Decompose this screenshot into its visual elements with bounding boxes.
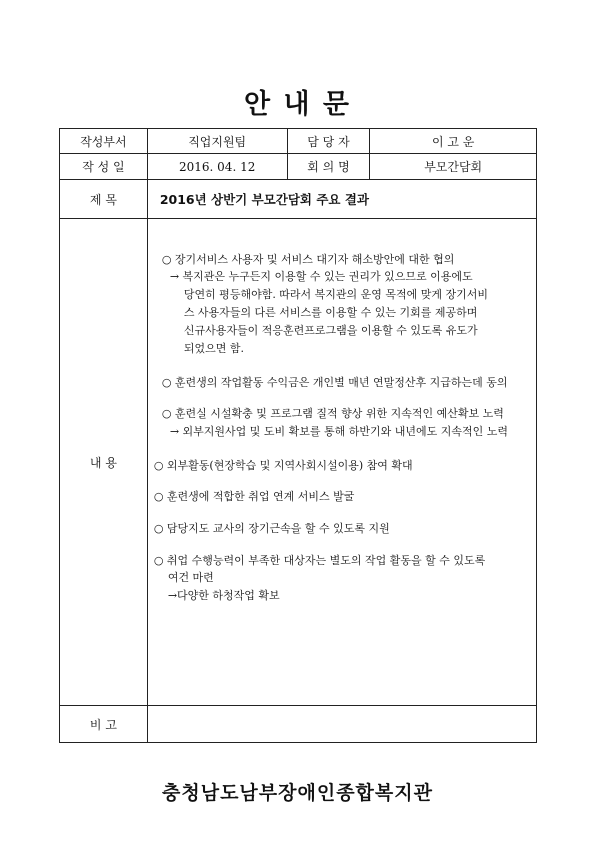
subject-value: 2016년 상반기 부모간담회 주요 결과 <box>147 180 536 219</box>
item-2: ○ 훈련생의 작업활동 수익금은 개인별 매년 연말정산후 지급하는데 동의 <box>161 376 508 389</box>
row-remarks <box>60 706 537 743</box>
content-body <box>148 219 536 705</box>
manager-label: 담 당 자 <box>287 129 370 154</box>
remarks-label: 비 고 <box>60 706 148 743</box>
item-5: ○ 훈련생에 적합한 취업 연계 서비스 발굴 <box>153 490 355 503</box>
notice-table <box>59 128 537 743</box>
row-subject <box>60 180 537 219</box>
item-1-sub-5: 되었으면 함. <box>183 342 244 355</box>
dept-label: 작성부서 <box>60 129 148 154</box>
organization-name: 충청남도남부장애인종합복지관 <box>162 782 433 804</box>
meeting-label: 회 의 명 <box>287 154 370 180</box>
content-label: 내 용 <box>60 219 148 706</box>
item-3-sub: → 외부지원사업 및 도비 확보를 통해 하반기와 내년에도 지속적인 노력 <box>169 425 509 438</box>
manager-value: 이 고 운 <box>370 129 537 154</box>
row-department <box>60 129 537 154</box>
subject-label: 제 목 <box>60 180 148 219</box>
item-1-sub-2: 당연히 평등해야함. 따라서 복지관의 운영 목적에 맞게 장기서비 <box>183 288 489 301</box>
item-3: ○ 훈련실 시설확충 및 프로그램 질적 향상 위한 지속적인 예산확보 노력 <box>161 407 504 420</box>
item-7-sub: →다양한 하청작업 확보 <box>167 589 280 602</box>
remarks-value <box>147 706 536 743</box>
dept-value: 직업지원팀 <box>147 129 287 154</box>
item-1: ○ 장기서비스 사용자 및 서비스 대기자 해소방안에 대한 협의 <box>161 253 455 266</box>
row-content <box>60 219 537 706</box>
item-1-sub-3: 스 사용자들의 다른 서비스를 이용할 수 있는 기회를 제공하며 <box>183 306 478 319</box>
item-4: ○ 외부활동(현장학습 및 지역사회시설이용) 참여 확대 <box>153 459 413 472</box>
date-label: 작 성 일 <box>60 154 148 180</box>
item-7-line-1: ○ 취업 수행능력이 부족한 대상자는 별도의 작업 활동을 할 수 있도록 <box>153 554 486 567</box>
item-7-line-2: 여건 마련 <box>167 571 214 584</box>
document-title: 안 내 문 <box>243 89 352 120</box>
item-1-sub-4: 신규사용자들이 적응훈련프로그램을 이용할 수 있도록 유도가 <box>183 324 478 337</box>
date-value: 2016. 04. 12 <box>147 154 287 180</box>
item-6: ○ 담당지도 교사의 장기근속을 할 수 있도록 지원 <box>153 522 390 535</box>
row-date <box>60 154 537 180</box>
item-1-sub-1: → 복지관은 누구든지 이용할 수 있는 권리가 있으므로 이용에도 <box>169 270 473 283</box>
meeting-value: 부모간담회 <box>370 154 537 180</box>
content-cell <box>147 219 536 706</box>
